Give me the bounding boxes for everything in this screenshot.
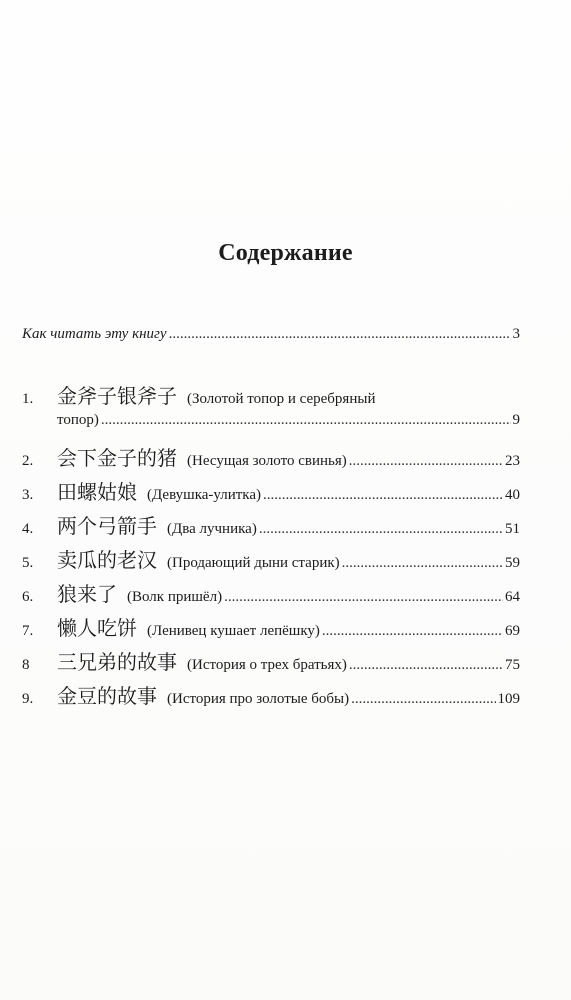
entry-number: 3. (22, 487, 34, 503)
entry-chinese-title: 会下金子的猪 (57, 446, 177, 470)
intro-page-number: 3 (512, 326, 520, 342)
dot-leader (101, 412, 511, 429)
entry-number: 9. (22, 691, 34, 707)
toc-entry-5 (22, 544, 520, 578)
toc-entry-2 (22, 442, 520, 476)
dot-leader (349, 657, 503, 674)
toc-entry-3 (22, 476, 520, 510)
toc-list (22, 380, 520, 714)
entry-chinese-title: 狼来了 (57, 582, 117, 606)
entry-page-number: 23 (505, 453, 520, 469)
entry-chinese-title: 懒人吃饼 (57, 616, 137, 640)
entry-russian-title-continued: топор) (57, 412, 99, 428)
entry-number: 4. (22, 521, 34, 537)
entry-chinese-title: 金豆的故事 (57, 684, 157, 708)
toc-intro-entry (22, 326, 520, 343)
entry-russian-title: (Золотой топор и серебряный (187, 391, 376, 407)
entry-number: 2. (22, 453, 34, 469)
entry-russian-title: (Продающий дыни старик) (167, 555, 340, 571)
entry-number: 6. (22, 589, 34, 605)
entry-russian-title: (История про золотые бобы) (167, 691, 350, 707)
toc-entry-1 (22, 380, 520, 442)
toc-entry-line (22, 380, 520, 412)
entry-page-number: 51 (505, 521, 520, 537)
entry-russian-title: (Несущая золото свинья) (187, 453, 347, 469)
dot-leader (351, 691, 495, 708)
entry-page-number: 9 (512, 412, 520, 428)
entry-chinese-title: 金斧子银斧子 (57, 384, 177, 408)
entry-number: 1. (22, 391, 34, 407)
entry-russian-title: (Девушка-улитка) (147, 487, 262, 503)
dot-leader (169, 326, 511, 343)
dot-leader (263, 487, 503, 504)
toc-entry-9 (22, 680, 520, 714)
entry-chinese-title: 卖瓜的老汉 (57, 548, 157, 572)
entry-chinese-title: 田螺姑娘 (57, 480, 137, 504)
entry-page-number: 40 (505, 487, 520, 503)
dot-leader (224, 589, 503, 606)
dot-leader (349, 453, 503, 470)
toc-entry-line (22, 412, 520, 442)
toc-title: Содержание (218, 240, 353, 266)
entry-page-number: 75 (505, 657, 520, 673)
entry-page-number: 109 (497, 691, 520, 707)
entry-number: 7. (22, 623, 34, 639)
entry-chinese-title: 两个弓箭手 (57, 514, 157, 538)
intro-title: Как читать эту книгу (22, 326, 167, 342)
dot-leader (342, 555, 503, 572)
entry-russian-title: (Ленивец кушает лепёшку) (147, 623, 320, 639)
toc-entry-8 (22, 646, 520, 680)
entry-page-number: 69 (505, 623, 520, 639)
entry-number: 8 (22, 657, 30, 673)
entry-page-number: 59 (505, 555, 520, 571)
entry-russian-title: (Два лучника) (167, 521, 257, 537)
entry-chinese-title: 三兄弟的故事 (57, 650, 177, 674)
dot-leader (259, 521, 503, 538)
entry-russian-title: (История о трех братьях) (187, 657, 347, 673)
dot-leader (322, 623, 503, 640)
toc-entry-6 (22, 578, 520, 612)
entry-page-number: 64 (505, 589, 520, 605)
toc-entry-4 (22, 510, 520, 544)
entry-number: 5. (22, 555, 34, 571)
entry-russian-title: (Волк пришёл) (127, 589, 223, 605)
toc-entry-7 (22, 612, 520, 646)
